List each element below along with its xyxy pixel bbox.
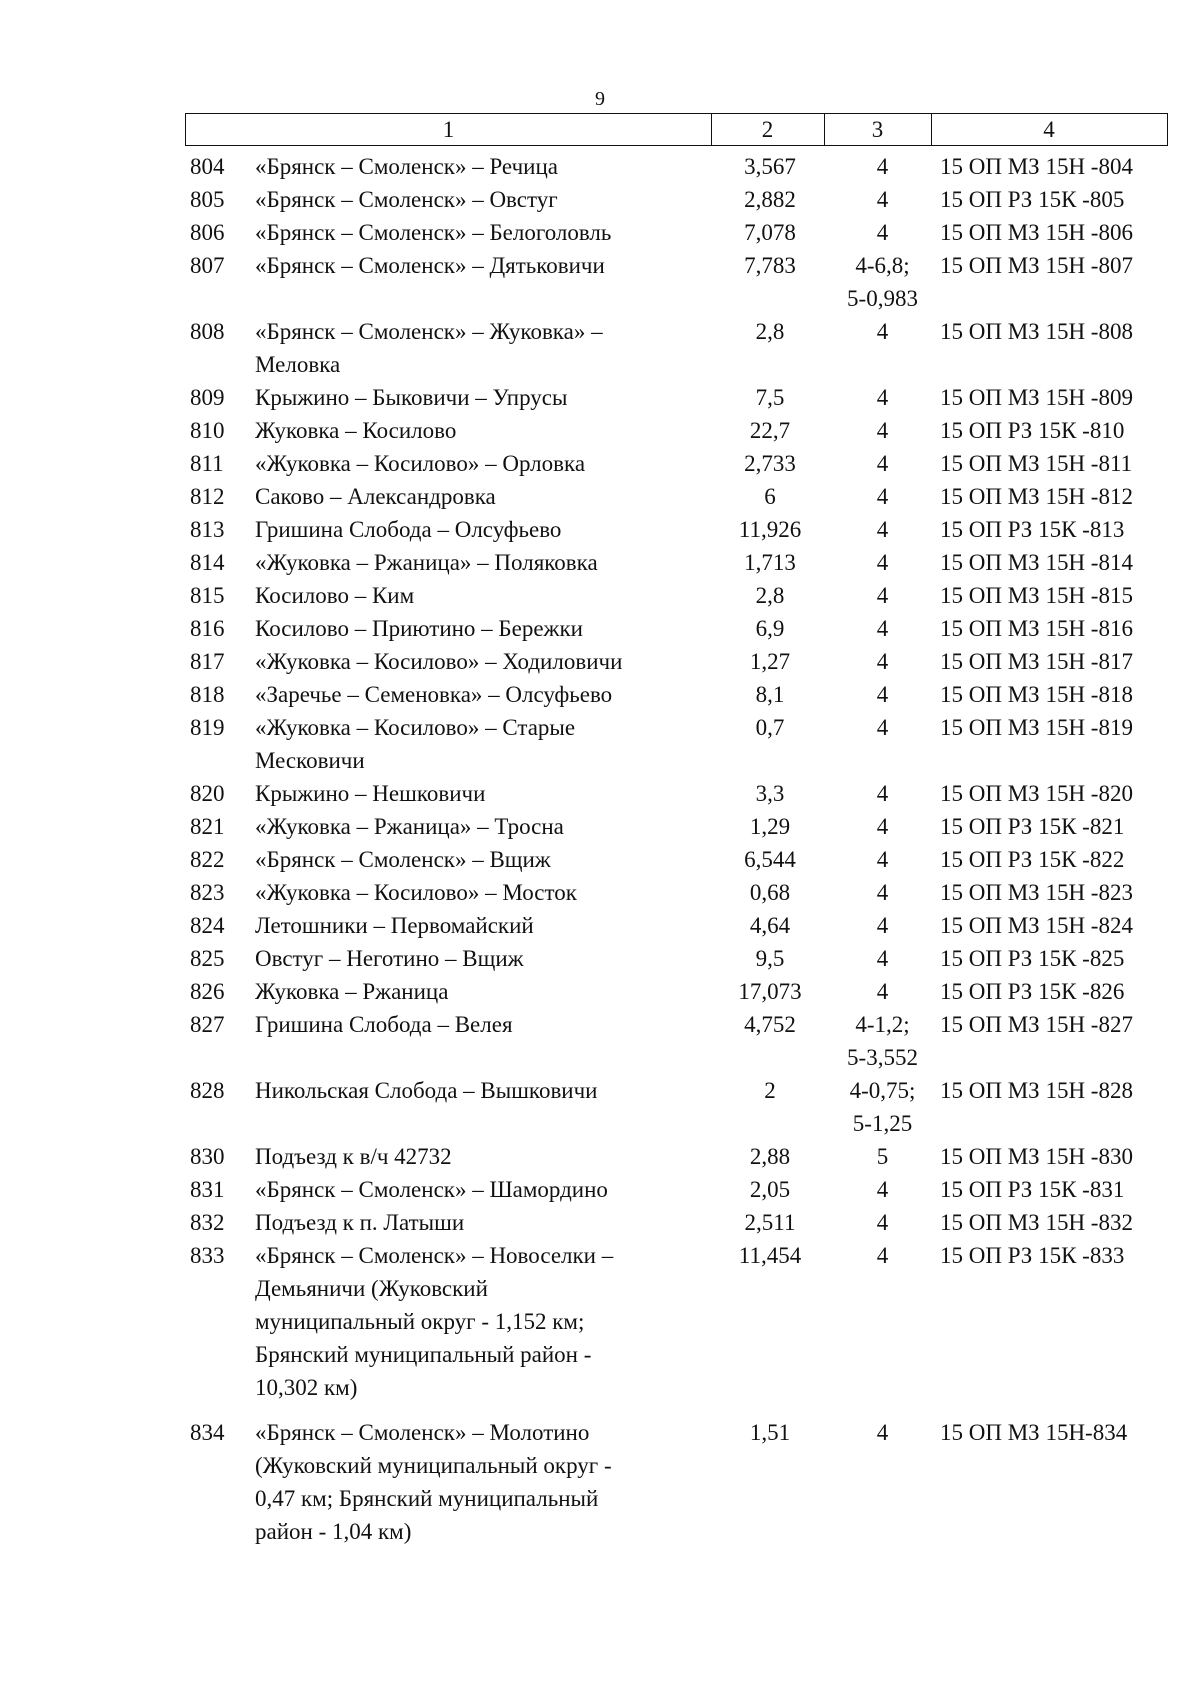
- road-name: [255, 1173, 695, 1206]
- road-category-line: 5-1,25: [852, 1111, 913, 1136]
- road-code: 15 ОП МЗ 15Н -807: [940, 253, 1133, 278]
- row-number: 814: [190, 550, 225, 575]
- road-name: [255, 579, 695, 612]
- road-name-line: Месковичи: [255, 748, 365, 773]
- row-number: 807: [190, 253, 225, 278]
- road-name-line: «Брянск – Смоленск» – Дятьковичи: [255, 253, 605, 278]
- road-name: [255, 612, 695, 645]
- road-category-line: 4: [876, 847, 889, 872]
- row-number: 816: [190, 616, 225, 641]
- road-name-line: Брянский муниципальный район -: [255, 1342, 592, 1367]
- road-name: [255, 711, 695, 777]
- road-code: 15 ОП РЗ 15К -825: [940, 946, 1125, 971]
- road-code: 15 ОП МЗ 15Н -812: [940, 484, 1133, 509]
- road-name: [255, 150, 695, 183]
- road-code: 15 ОП МЗ 15Н -815: [940, 583, 1133, 608]
- road-name-line: «Жуковка – Косилово» – Ходиловичи: [255, 649, 623, 674]
- road-length: 7,078: [744, 220, 796, 245]
- row-number: 806: [190, 220, 225, 245]
- road-name: [255, 414, 695, 447]
- road-name: [255, 480, 695, 513]
- road-code: 15 ОП МЗ 15Н -814: [940, 550, 1133, 575]
- road-category-line: 5-0,983: [847, 286, 918, 311]
- road-category: [830, 975, 935, 1008]
- road-name: [255, 183, 695, 216]
- road-length: 2,733: [744, 451, 796, 476]
- road-code: 15 ОП РЗ 15К -805: [940, 187, 1125, 212]
- road-code: 15 ОП МЗ 15Н -804: [940, 154, 1133, 179]
- road-category-line: 4: [876, 946, 889, 971]
- table-row: [0, 1239, 1200, 1416]
- road-code: 15 ОП МЗ 15Н -811: [940, 451, 1133, 476]
- road-name-line: 0,47 км; Брянский муниципальный: [255, 1486, 599, 1511]
- road-length: 22,7: [749, 418, 791, 443]
- table-row: [0, 150, 1200, 183]
- road-category: [830, 843, 935, 876]
- table-row: [0, 315, 1200, 381]
- road-category: [830, 1074, 935, 1140]
- road-name: [255, 777, 695, 810]
- road-name-line: Косилово – Приютино – Бережки: [255, 616, 583, 641]
- road-category: [830, 645, 935, 678]
- road-name-line: «Заречье – Семеновка» – Олсуфьево: [255, 682, 613, 707]
- table-row: [0, 810, 1200, 843]
- road-name: [255, 678, 695, 711]
- road-name-line: «Брянск – Смоленск» – Шамордино: [255, 1177, 608, 1202]
- road-name-line: Меловка: [255, 352, 341, 377]
- road-code: 15 ОП МЗ 15Н -808: [940, 319, 1133, 344]
- table-row: [0, 1140, 1200, 1173]
- road-category-line: 4: [876, 1420, 889, 1445]
- row-number: 828: [190, 1078, 225, 1103]
- table-row: [0, 1173, 1200, 1206]
- road-name-line: «Жуковка – Ржаница» – Поляковка: [255, 550, 598, 575]
- road-category-line: 4: [876, 418, 889, 443]
- road-code: 15 ОП МЗ 15Н -819: [940, 715, 1133, 740]
- road-name: [255, 315, 695, 381]
- road-length: 2: [764, 1078, 776, 1103]
- road-name-line: Демьяничи (Жуковский: [255, 1276, 488, 1301]
- table-row: [0, 579, 1200, 612]
- table-row: [0, 381, 1200, 414]
- road-name-line: (Жуковский муниципальный округ -: [255, 1453, 612, 1478]
- table-row: [0, 249, 1200, 315]
- road-category-line: 4: [876, 550, 889, 575]
- road-name-line: Гришина Слобода – Олсуфьево: [255, 517, 562, 542]
- road-code: 15 ОП МЗ 15Н -832: [940, 1210, 1133, 1235]
- road-name: [255, 1008, 695, 1041]
- road-length: 9,5: [755, 946, 785, 971]
- road-name-line: «Брянск – Смоленск» – Белоголовль: [255, 220, 612, 245]
- table-row: [0, 1416, 1200, 1548]
- row-number: 820: [190, 781, 225, 806]
- road-length: 6,9: [755, 616, 785, 641]
- road-length: 17,073: [738, 979, 802, 1004]
- road-length: 2,511: [744, 1210, 796, 1235]
- road-length: 7,783: [744, 253, 796, 278]
- road-category: [830, 381, 935, 414]
- road-name: [255, 381, 695, 414]
- road-category-line: 4: [876, 814, 889, 839]
- row-number: 817: [190, 649, 225, 674]
- row-number: 834: [190, 1420, 225, 1445]
- road-code: 15 ОП РЗ 15К -813: [940, 517, 1125, 542]
- road-category: [830, 1206, 935, 1239]
- road-name-line: Крыжино – Быковичи – Упрусы: [255, 385, 568, 410]
- road-length: 1,29: [749, 814, 791, 839]
- road-category-line: 4: [876, 1243, 889, 1268]
- table-row: [0, 942, 1200, 975]
- road-name-line: 10,302 км): [255, 1375, 358, 1400]
- row-number: 823: [190, 880, 225, 905]
- road-category-line: 4: [876, 385, 889, 410]
- road-name-line: муниципальный округ - 1,152 км;: [255, 1309, 585, 1334]
- table-row: [0, 1074, 1200, 1140]
- table-row: [0, 612, 1200, 645]
- road-name-line: «Брянск – Смоленск» – Речица: [255, 154, 558, 179]
- road-length: 2,88: [749, 1144, 791, 1169]
- road-code: 15 ОП МЗ 15Н -824: [940, 913, 1133, 938]
- table-row: [0, 645, 1200, 678]
- row-number: 805: [190, 187, 225, 212]
- road-category-line: 5: [876, 1144, 889, 1169]
- road-category-line: 4: [876, 187, 889, 212]
- road-category-line: 4: [876, 781, 889, 806]
- table-row: [0, 216, 1200, 249]
- road-length: 1,27: [749, 649, 791, 674]
- road-name: [255, 975, 695, 1008]
- road-name: [255, 645, 695, 678]
- road-code: 15 ОП МЗ 15Н -818: [940, 682, 1133, 707]
- road-name: [255, 843, 695, 876]
- road-length: 6: [764, 484, 776, 509]
- road-code: 15 ОП МЗ 15Н -816: [940, 616, 1133, 641]
- table-row: [0, 1206, 1200, 1239]
- row-number: 811: [190, 451, 224, 476]
- row-number: 832: [190, 1210, 225, 1235]
- road-code: 15 ОП МЗ 15Н -809: [940, 385, 1133, 410]
- road-category: [830, 1239, 935, 1272]
- road-category: [830, 315, 935, 348]
- road-name: [255, 942, 695, 975]
- row-number: 810: [190, 418, 225, 443]
- road-category: [830, 546, 935, 579]
- road-name-line: Жуковка – Ржаница: [255, 979, 449, 1004]
- road-length: 2,05: [749, 1177, 791, 1202]
- road-name-line: Овстуг – Неготино – Вщиж: [255, 946, 524, 971]
- road-category: [830, 1140, 935, 1173]
- table-row: [0, 777, 1200, 810]
- row-number: 815: [190, 583, 225, 608]
- road-category: [830, 447, 935, 480]
- road-category: [830, 1416, 935, 1449]
- road-category-line: 4: [876, 682, 889, 707]
- header-col-3: 3: [871, 117, 884, 142]
- road-category-line: 5-3,552: [847, 1045, 918, 1070]
- road-length: 3,567: [744, 154, 796, 179]
- road-code: 15 ОП МЗ 15Н -828: [940, 1078, 1133, 1103]
- table-row: [0, 414, 1200, 447]
- table-row: [0, 843, 1200, 876]
- header-col-4: 4: [1043, 117, 1055, 142]
- road-category-line: 4: [876, 979, 889, 1004]
- road-code: 15 ОП РЗ 15К -821: [940, 814, 1125, 839]
- row-number: 813: [190, 517, 225, 542]
- road-length: 0,7: [755, 715, 785, 740]
- road-length: 2,882: [744, 187, 796, 212]
- road-name-line: «Жуковка – Косилово» – Старые: [255, 715, 576, 740]
- page-number: 9: [595, 88, 605, 110]
- road-code: 15 ОП РЗ 15К -833: [940, 1243, 1125, 1268]
- road-length: 2,8: [755, 583, 785, 608]
- road-name-line: «Жуковка – Косилово» – Мосток: [255, 880, 577, 905]
- road-category-line: 4: [876, 517, 889, 542]
- table-row: [0, 183, 1200, 216]
- road-category-line: 4-0,75;: [849, 1078, 916, 1103]
- row-number: 809: [190, 385, 225, 410]
- road-name-line: «Брянск – Смоленск» – Вщиж: [255, 847, 551, 872]
- road-length: 1,713: [744, 550, 796, 575]
- header-col-1: 1: [442, 117, 455, 142]
- road-category: [830, 909, 935, 942]
- road-category-line: 4: [876, 880, 889, 905]
- road-name: [255, 1239, 695, 1404]
- road-category: [830, 216, 935, 249]
- road-name-line: Подъезд к п. Латыши: [255, 1210, 465, 1235]
- road-category: [830, 249, 935, 315]
- road-category-line: 4: [876, 1210, 889, 1235]
- row-number: 821: [190, 814, 225, 839]
- road-category: [830, 942, 935, 975]
- road-name-line: Косилово – Ким: [255, 583, 415, 608]
- row-number: 831: [190, 1177, 225, 1202]
- road-name: [255, 447, 695, 480]
- road-length: 4,752: [744, 1012, 796, 1037]
- road-category: [830, 513, 935, 546]
- road-category: [830, 876, 935, 909]
- row-number: 822: [190, 847, 225, 872]
- table-row: [0, 909, 1200, 942]
- road-length: 7,5: [755, 385, 785, 410]
- road-category-line: 4: [876, 649, 889, 674]
- road-name: [255, 1140, 695, 1173]
- row-number: 808: [190, 319, 225, 344]
- road-category-line: 4: [876, 484, 889, 509]
- table-row: [0, 678, 1200, 711]
- road-code: 15 ОП РЗ 15К -810: [940, 418, 1125, 443]
- road-name-line: «Брянск – Смоленск» – Новоселки –: [255, 1243, 614, 1268]
- road-category: [830, 777, 935, 810]
- road-length: 0,68: [749, 880, 791, 905]
- road-length: 8,1: [755, 682, 785, 707]
- road-name: [255, 810, 695, 843]
- road-length: 2,8: [755, 319, 785, 344]
- road-category-line: 4: [876, 913, 889, 938]
- road-name-line: Подъезд к в/ч 42732: [255, 1144, 452, 1169]
- road-code: 15 ОП МЗ 15Н -823: [940, 880, 1133, 905]
- road-category: [830, 150, 935, 183]
- road-code: 15 ОП МЗ 15Н -817: [940, 649, 1133, 674]
- road-length: 11,454: [738, 1243, 802, 1268]
- row-number: 826: [190, 979, 225, 1004]
- table-body: [0, 150, 1200, 1548]
- road-name-line: Никольская Слобода – Вышковичи: [255, 1078, 598, 1103]
- road-code: 15 ОП МЗ 15Н-834: [940, 1420, 1128, 1445]
- table-row: [0, 1008, 1200, 1074]
- road-length: 3,3: [755, 781, 785, 806]
- road-category-line: 4-6,8;: [855, 253, 910, 278]
- row-number: 818: [190, 682, 225, 707]
- header-col-2: 2: [761, 117, 774, 142]
- road-name: [255, 909, 695, 942]
- table-row: [0, 546, 1200, 579]
- road-name-line: Саково – Александровка: [255, 484, 496, 509]
- road-category: [830, 414, 935, 447]
- row-number: 830: [190, 1144, 225, 1169]
- road-length: 1,51: [749, 1420, 791, 1445]
- table-row: [0, 975, 1200, 1008]
- road-code: 15 ОП РЗ 15К -822: [940, 847, 1125, 872]
- road-name-line: Крыжино – Нешковичи: [255, 781, 486, 806]
- road-name: [255, 216, 695, 249]
- row-number: 824: [190, 913, 225, 938]
- road-category: [830, 711, 935, 744]
- road-name-line: «Жуковка – Косилово» – Орловка: [255, 451, 586, 476]
- row-number: 825: [190, 946, 225, 971]
- road-category: [830, 810, 935, 843]
- table-row: [0, 711, 1200, 777]
- road-category: [830, 579, 935, 612]
- road-category-line: 4: [876, 616, 889, 641]
- road-name-line: «Брянск – Смоленск» – Молотино: [255, 1420, 590, 1445]
- road-category: [830, 1173, 935, 1206]
- road-category: [830, 183, 935, 216]
- road-code: 15 ОП РЗ 15К -831: [940, 1177, 1125, 1202]
- road-name: [255, 513, 695, 546]
- road-name: [255, 1206, 695, 1239]
- table-row: [0, 447, 1200, 480]
- road-name-line: «Жуковка – Ржаница» – Тросна: [255, 814, 564, 839]
- road-category-line: 4: [876, 319, 889, 344]
- road-category: [830, 480, 935, 513]
- road-name-line: район - 1,04 км): [255, 1519, 412, 1544]
- road-name-line: «Брянск – Смоленск» – Жуковка» –: [255, 319, 603, 344]
- table-row: [0, 513, 1200, 546]
- road-length: 4,64: [749, 913, 791, 938]
- road-name: [255, 1416, 695, 1548]
- road-code: 15 ОП МЗ 15Н -806: [940, 220, 1133, 245]
- road-category: [830, 612, 935, 645]
- row-number: 827: [190, 1012, 225, 1037]
- table-header: [185, 113, 1168, 146]
- road-length: 6,544: [744, 847, 796, 872]
- row-number: 819: [190, 715, 225, 740]
- road-name-line: Гришина Слобода – Велея: [255, 1012, 513, 1037]
- road-category-line: 4-1,2;: [855, 1012, 910, 1037]
- road-name: [255, 546, 695, 579]
- table-row: [0, 480, 1200, 513]
- road-name: [255, 249, 695, 282]
- road-category-line: 4: [876, 154, 889, 179]
- table-row: [0, 876, 1200, 909]
- road-code: 15 ОП РЗ 15К -826: [940, 979, 1125, 1004]
- road-code: 15 ОП МЗ 15Н -820: [940, 781, 1133, 806]
- road-category: [830, 1008, 935, 1074]
- row-number: 804: [190, 154, 225, 179]
- road-name-line: «Брянск – Смоленск» – Овстуг: [255, 187, 558, 212]
- road-category-line: 4: [876, 583, 889, 608]
- road-name: [255, 1074, 695, 1107]
- road-code: 15 ОП МЗ 15Н -830: [940, 1144, 1133, 1169]
- road-category-line: 4: [876, 1177, 889, 1202]
- row-number: 812: [190, 484, 225, 509]
- road-category-line: 4: [876, 715, 889, 740]
- road-category: [830, 678, 935, 711]
- road-name: [255, 876, 695, 909]
- road-name-line: Летошники – Первомайский: [255, 913, 534, 938]
- road-name-line: Жуковка – Косилово: [255, 418, 457, 443]
- road-category-line: 4: [876, 451, 889, 476]
- road-code: 15 ОП МЗ 15Н -827: [940, 1012, 1133, 1037]
- road-length: 11,926: [738, 517, 802, 542]
- road-category-line: 4: [876, 220, 889, 245]
- row-number: 833: [190, 1243, 225, 1268]
